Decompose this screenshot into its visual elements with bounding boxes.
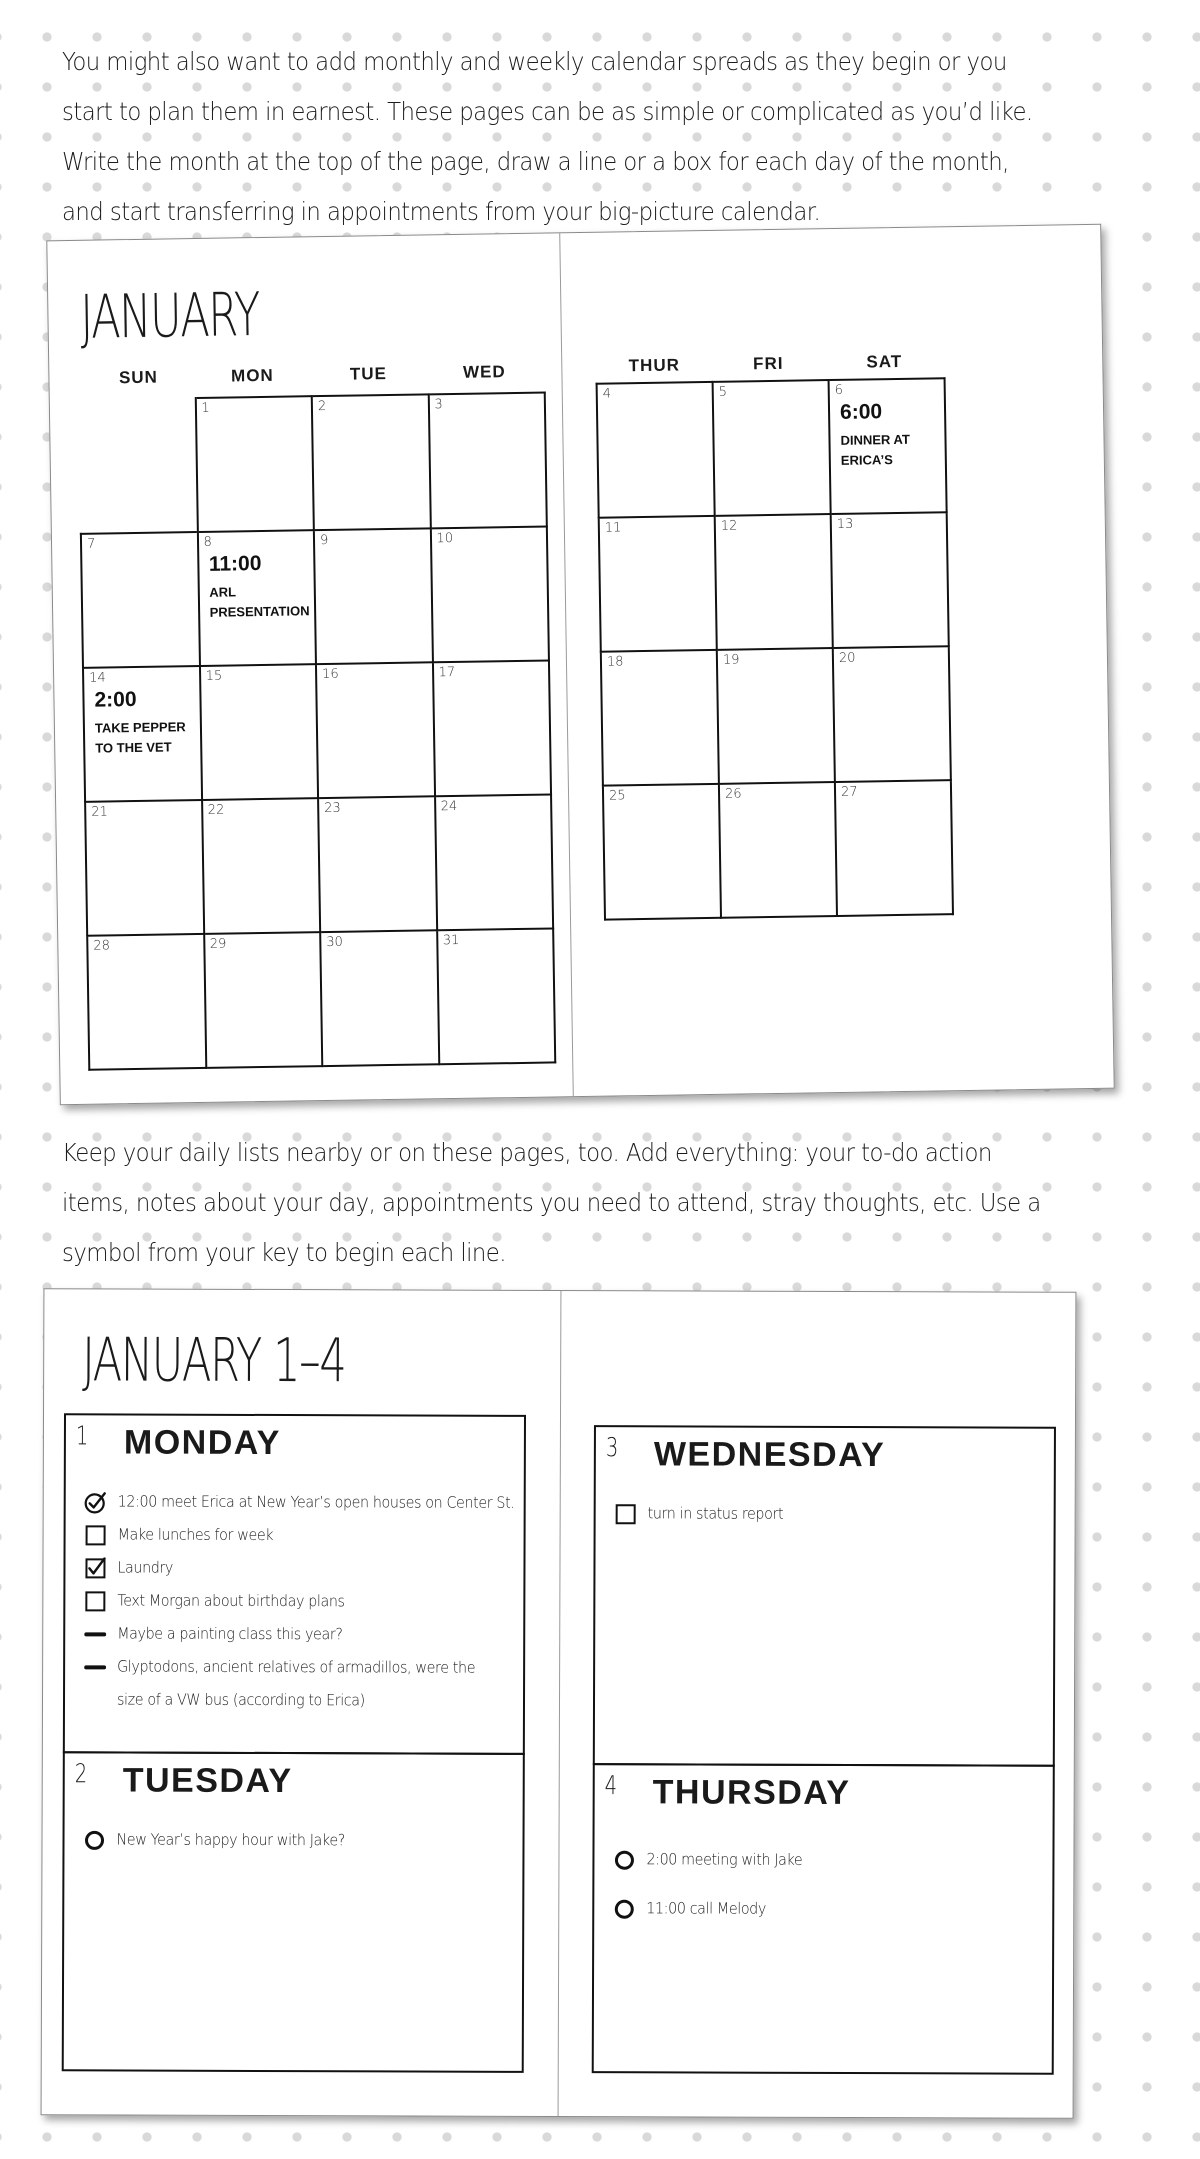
day-number: 18 bbox=[606, 654, 624, 670]
calendar-cell-empty bbox=[79, 398, 198, 534]
list-item bbox=[81, 1617, 511, 1652]
circle-icon bbox=[610, 1843, 638, 1876]
day-number: 1 bbox=[75, 1421, 89, 1452]
day-header-thur: THUR bbox=[628, 355, 681, 376]
list-item bbox=[82, 1518, 512, 1553]
day-header-mon: MON bbox=[230, 365, 274, 386]
list-item bbox=[81, 1650, 511, 1718]
circle-icon bbox=[80, 1823, 108, 1856]
calendar-cell bbox=[719, 782, 837, 918]
checkbox-icon bbox=[81, 1584, 109, 1617]
day-number: 19 bbox=[722, 652, 740, 668]
calendar-cell bbox=[202, 798, 321, 934]
day-header-sat: SAT bbox=[866, 351, 903, 372]
day-number: 12 bbox=[720, 518, 738, 534]
list-item bbox=[610, 1892, 1040, 1927]
week-title: JANUARY 1–4 bbox=[82, 1325, 346, 1397]
calendar-cell bbox=[601, 650, 719, 786]
intro-paragraph: You might also want to add monthly and weekly calendar spreads as they begin or you start to plan them in earnest. These pages can be as simple or complicated as you’d like. Write the month at the top of the page, draw a line or a box for each day of the month, and start transferring in appointments from your big-picture calendar. bbox=[62, 47, 1033, 226]
event-text: TAKE PEPPER TO THE VET bbox=[94, 719, 186, 756]
calendar-cell bbox=[316, 662, 435, 798]
calendar-cell bbox=[195, 396, 314, 532]
day-box-thursday bbox=[592, 1763, 1055, 2075]
day-number: 7 bbox=[86, 536, 96, 552]
spread-spine bbox=[559, 233, 574, 1096]
circle-icon bbox=[610, 1892, 638, 1925]
entry-text: Glyptodons, ancient relatives of armadillos, were the size of a VW bus (according to Erica) bbox=[116, 1657, 476, 1710]
dash-icon bbox=[81, 1617, 109, 1650]
calendar-cell bbox=[717, 648, 835, 784]
calendar-cell bbox=[715, 514, 833, 650]
day-number: 20 bbox=[838, 650, 856, 666]
calendar-cell bbox=[428, 393, 547, 529]
spread-spine bbox=[558, 1291, 562, 2116]
circle-check-icon bbox=[82, 1485, 110, 1518]
day-number: 26 bbox=[724, 786, 742, 802]
calendar-cell bbox=[829, 378, 947, 514]
list-item bbox=[612, 1497, 1042, 1532]
entry-text: Maybe a painting class this year? bbox=[117, 1624, 343, 1644]
checkbox-icon bbox=[82, 1518, 110, 1551]
calendar-cell bbox=[437, 928, 556, 1064]
entry-list bbox=[612, 1497, 1042, 1532]
day-box-wednesday bbox=[593, 1425, 1056, 1767]
day-number: 10 bbox=[436, 530, 454, 547]
calendar-cell bbox=[81, 532, 200, 668]
month-title: JANUARY bbox=[79, 280, 260, 353]
event-text: ARL PRESENTATION bbox=[209, 584, 310, 620]
day-number: 16 bbox=[322, 666, 339, 683]
day-number: 2 bbox=[317, 398, 327, 415]
list-item bbox=[81, 1551, 511, 1586]
checkbox-icon bbox=[612, 1497, 640, 1530]
day-header-tue: TUE bbox=[349, 364, 388, 384]
entry-text: Text Morgan about birthday plans bbox=[117, 1591, 345, 1611]
entry-text: New Year’s happy hour with Jake? bbox=[116, 1830, 345, 1850]
calendar-cell bbox=[204, 932, 323, 1068]
day-number: 15 bbox=[205, 668, 223, 684]
entry-list bbox=[610, 1843, 1040, 1927]
day-number: 8 bbox=[203, 534, 212, 550]
day-number: 31 bbox=[442, 932, 460, 949]
day-number: 3 bbox=[434, 397, 443, 413]
calendar-cell bbox=[603, 784, 721, 920]
entry-text: 11:00 call Melody bbox=[646, 1899, 766, 1918]
monthly-spread bbox=[46, 224, 1114, 1105]
day-number: 25 bbox=[608, 788, 626, 804]
calendar-cell bbox=[318, 796, 437, 932]
day-number: 28 bbox=[93, 938, 111, 954]
calendar-cell bbox=[599, 516, 717, 652]
calendar-cell bbox=[320, 930, 439, 1066]
month-grid-right bbox=[596, 377, 954, 920]
day-number: 24 bbox=[440, 798, 458, 815]
day-number: 30 bbox=[326, 934, 343, 951]
event-time: 6:00 bbox=[839, 400, 883, 424]
calendar-cell bbox=[199, 664, 318, 800]
entry-list bbox=[80, 1823, 510, 1858]
entry-text: Make lunches for week bbox=[117, 1525, 274, 1545]
day-number: 6 bbox=[834, 382, 844, 398]
calendar-cell bbox=[833, 646, 951, 782]
calendar-cell bbox=[85, 800, 204, 936]
day-box-monday bbox=[63, 1413, 526, 1755]
day-number: 11 bbox=[604, 520, 622, 536]
calendar-cell bbox=[83, 666, 202, 802]
calendar-cell bbox=[713, 380, 831, 516]
calendar-cell bbox=[87, 934, 206, 1070]
entry-text: turn in status report bbox=[647, 1504, 784, 1523]
entry-text: 12:00 meet Erica at New Year’s open houses on Center St. bbox=[117, 1492, 515, 1512]
entry-text: Laundry bbox=[117, 1558, 174, 1577]
list-item bbox=[82, 1485, 515, 1520]
list-item bbox=[610, 1843, 1040, 1878]
day-number: 2 bbox=[74, 1759, 88, 1790]
day-number: 13 bbox=[836, 516, 854, 532]
day-number: 17 bbox=[438, 664, 456, 681]
event-time: 2:00 bbox=[94, 687, 137, 712]
day-name: TUESDAY bbox=[122, 1761, 293, 1801]
day-number: 4 bbox=[604, 1771, 618, 1802]
day-header-sun: SUN bbox=[118, 367, 159, 388]
day-name: WEDNESDAY bbox=[653, 1435, 886, 1475]
calendar-cell bbox=[312, 394, 431, 530]
month-grid-left bbox=[78, 392, 556, 1071]
calendar-cell bbox=[597, 382, 715, 518]
day-header-wed: WED bbox=[462, 362, 506, 382]
day-name: MONDAY bbox=[123, 1423, 281, 1463]
day-number: 1 bbox=[201, 400, 210, 416]
day-number: 3 bbox=[605, 1433, 619, 1464]
day-number: 14 bbox=[89, 670, 106, 686]
calendar-cell bbox=[432, 660, 551, 796]
day-name: THURSDAY bbox=[652, 1773, 851, 1813]
day-box-tuesday bbox=[62, 1751, 525, 2073]
calendar-cell bbox=[430, 527, 549, 663]
day-number: 21 bbox=[91, 804, 108, 820]
day-number: 4 bbox=[602, 386, 612, 402]
day-number: 23 bbox=[324, 800, 341, 817]
day-header-fri: FRI bbox=[752, 353, 784, 374]
day-number: 22 bbox=[207, 802, 225, 818]
checkbox-checked-icon bbox=[81, 1551, 109, 1584]
day-number: 5 bbox=[718, 384, 728, 400]
calendar-cell bbox=[831, 512, 949, 648]
day-number: 27 bbox=[840, 784, 858, 800]
daily-lists-paragraph: Keep your daily lists nearby or on these pages, too. Add everything: your to-do action items, notes about your day, appointments you need to attend, stray thoughts, etc. Use a symbol from your key to begin each line. bbox=[62, 1138, 1041, 1267]
event-text: DINNER AT ERICA’S bbox=[840, 431, 910, 468]
calendar-cell bbox=[197, 530, 316, 666]
event-time: 11:00 bbox=[208, 552, 262, 576]
list-item bbox=[81, 1584, 511, 1619]
calendar-cell bbox=[435, 794, 554, 930]
entry-list bbox=[81, 1485, 515, 1717]
entry-text: 2:00 meeting with Jake bbox=[646, 1850, 803, 1869]
list-item bbox=[80, 1823, 510, 1858]
day-number: 29 bbox=[209, 936, 227, 952]
weekly-spread bbox=[41, 1288, 1077, 2119]
calendar-cell bbox=[835, 780, 953, 916]
calendar-cell bbox=[314, 528, 433, 664]
day-number: 9 bbox=[319, 532, 329, 549]
dash-icon bbox=[81, 1650, 109, 1683]
